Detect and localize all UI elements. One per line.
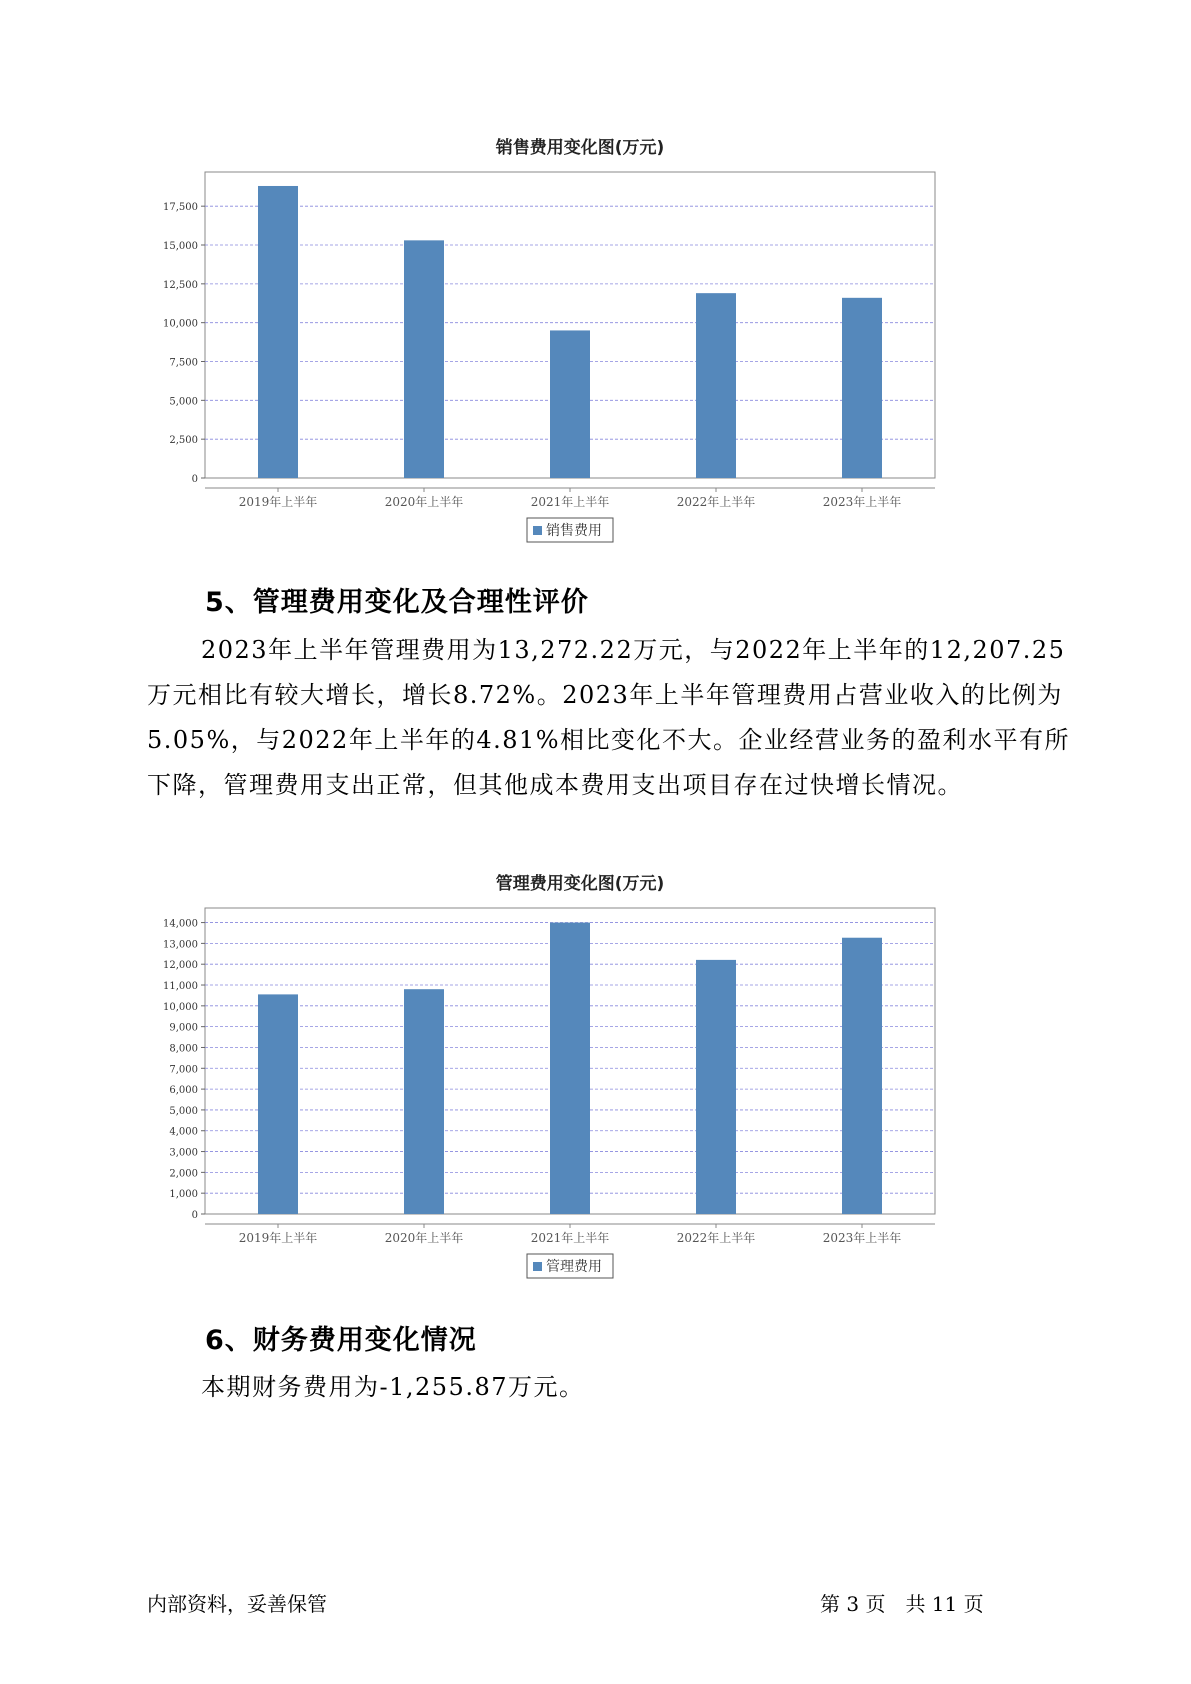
- section5-heading: 5、管理费用变化及合理性评价: [205, 587, 589, 618]
- y-tick-label: 5,000: [169, 396, 198, 408]
- y-tick-label: 3,000: [169, 1147, 198, 1159]
- section6-heading: 6、财务费用变化情况: [205, 1325, 477, 1356]
- bar: [550, 330, 590, 478]
- admin-expense-chart: [150, 866, 1010, 1291]
- bar: [258, 186, 298, 478]
- chart-title: 销售费用变化图(万元): [495, 138, 665, 158]
- x-tick-label: 2019年上半年: [238, 495, 318, 509]
- x-tick-label: 2022年上半年: [676, 1231, 756, 1245]
- y-tick-label: 15,000: [163, 241, 198, 253]
- chart-title: 管理费用变化图(万元): [495, 874, 665, 894]
- y-tick-label: 0: [191, 1210, 198, 1221]
- bar: [696, 960, 736, 1214]
- y-tick-label: 1,000: [169, 1189, 198, 1201]
- y-tick-label: 14,000: [163, 918, 198, 930]
- y-tick-label: 13,000: [163, 939, 198, 951]
- bar: [404, 989, 444, 1214]
- x-tick-label: 2023年上半年: [822, 495, 902, 509]
- y-tick-label: 10,000: [163, 1001, 198, 1013]
- x-tick-label: 2020年上半年: [384, 1231, 464, 1245]
- x-tick-label: 2019年上半年: [238, 1231, 318, 1245]
- bar: [258, 994, 298, 1214]
- legend-label: 销售费用: [546, 523, 602, 539]
- legend-swatch: [533, 526, 542, 535]
- x-tick-label: 2022年上半年: [676, 495, 756, 509]
- footer-left: 内部资料，妥善保管: [147, 1592, 327, 1616]
- y-tick-label: 10,000: [163, 318, 198, 330]
- y-tick-label: 11,000: [163, 981, 198, 993]
- legend: [527, 518, 613, 542]
- bar: [842, 298, 882, 478]
- y-tick-label: 12,500: [163, 279, 198, 291]
- bar: [550, 923, 590, 1214]
- y-tick-label: 4,000: [169, 1126, 198, 1138]
- sales-expense-chart-svg: [150, 160, 1010, 550]
- admin-expense-chart-svg: [150, 896, 1010, 1291]
- y-tick-label: 5,000: [169, 1105, 198, 1117]
- x-tick-label: 2021年上半年: [530, 1231, 610, 1245]
- section6-paragraph: 本期财务费用为-1,255.87万元。: [201, 1373, 585, 1401]
- bar: [696, 293, 736, 478]
- y-tick-label: 17,500: [163, 202, 198, 214]
- x-tick-label: 2023年上半年: [822, 1231, 902, 1245]
- bar: [404, 240, 444, 478]
- y-tick-label: 12,000: [163, 960, 198, 972]
- section5-paragraph: 2023年上半年管理费用为13,272.22万元，与2022年上半年的12,207.25万元相比有较大增长，增长8.72%。2023年上半年管理费用占营业收入的比例为5.05%，与2022年上半年的4.81%相比变化不大。企业经营业务的盈利水平有所下降，管理费用支出正常，但其他成本费用支出项目存在过快增长情况。: [147, 636, 1071, 799]
- y-tick-label: 7,500: [169, 357, 198, 369]
- y-tick-label: 2,500: [169, 435, 198, 447]
- footer-page-number: 第 3 页 共 11 页: [820, 1592, 984, 1616]
- legend-label: 管理费用: [546, 1259, 602, 1275]
- y-tick-label: 0: [191, 474, 198, 485]
- y-tick-label: 6,000: [169, 1085, 198, 1097]
- sales-expense-chart: [150, 130, 1010, 550]
- legend-swatch: [533, 1262, 542, 1271]
- x-tick-label: 2020年上半年: [384, 495, 464, 509]
- y-tick-label: 2,000: [169, 1168, 198, 1180]
- y-tick-label: 8,000: [169, 1043, 198, 1055]
- y-tick-label: 7,000: [169, 1064, 198, 1076]
- legend: [527, 1254, 613, 1278]
- x-tick-label: 2021年上半年: [530, 495, 610, 509]
- y-tick-label: 9,000: [169, 1022, 198, 1034]
- bar: [842, 938, 882, 1214]
